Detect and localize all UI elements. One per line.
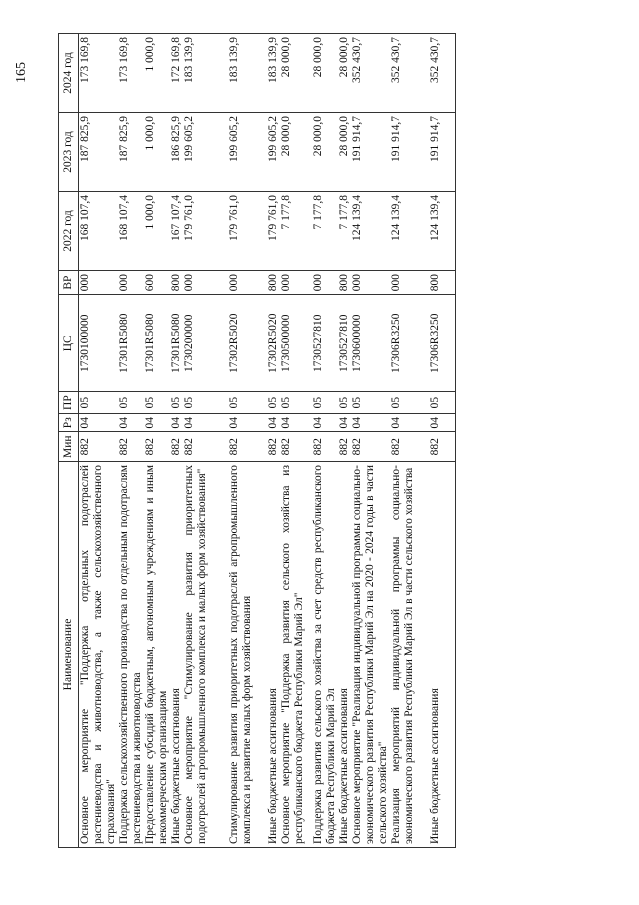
cell-min: 882 — [144, 432, 170, 462]
table-row — [183, 34, 228, 848]
cell-y2023: 28 000,0 — [280, 113, 312, 192]
cell-vr: 000 — [280, 271, 312, 295]
cell-pr: 05 — [312, 392, 338, 414]
cell-cs: 1730527810 — [312, 295, 338, 392]
page-number: 165 — [14, 62, 29, 83]
cell-y2024: 28 000,0 — [338, 34, 351, 113]
cell-min: 882 — [312, 432, 338, 462]
cell-min: 882 — [338, 432, 351, 462]
cell-pr: 05 — [280, 392, 312, 414]
cell-pr: 05 — [170, 392, 183, 414]
cell-min: 882 — [267, 432, 280, 462]
cell-vr: 000 — [118, 271, 144, 295]
cell-pr: 05 — [183, 392, 228, 414]
cell-y2022: 7 177,8 — [280, 192, 312, 271]
cell-min: 882 — [390, 432, 429, 462]
table-row — [351, 34, 390, 848]
cell-rz: 04 — [170, 413, 183, 432]
cell-rz: 04 — [280, 413, 312, 432]
cell-vr: 000 — [312, 271, 338, 295]
cell-name: Поддержка сельскохозяйственного производства по отдельным подотраслям растениеводства и животноводства — [118, 462, 144, 848]
table-row — [267, 34, 280, 848]
cell-pr: 05 — [144, 392, 170, 414]
cell-vr: 800 — [170, 271, 183, 295]
cell-pr: 05 — [228, 392, 267, 414]
cell-y2023: 187 825,9 — [79, 113, 119, 192]
cell-pr: 05 — [267, 392, 280, 414]
cell-rz: 04 — [338, 413, 351, 432]
cell-y2024: 1 000,0 — [144, 34, 170, 113]
cell-pr: 05 — [351, 392, 390, 414]
cell-cs: 17306R3250 — [429, 295, 455, 392]
cell-cs: 1730500000 — [280, 295, 312, 392]
cell-name: Предоставление субсидий бюджетным, автономным учреждениям и иным некоммерческим организациям — [144, 462, 170, 848]
header-pr: ПР — [59, 392, 79, 414]
cell-name: Основное мероприятие "Поддержка отдельных подотраслей растениеводства и животноводства, а также сельскохозяйственного страхования" — [79, 462, 119, 848]
cell-y2024: 173 169,8 — [79, 34, 119, 113]
cell-y2022: 179 761,0 — [183, 192, 228, 271]
cell-y2024: 183 139,9 — [228, 34, 267, 113]
cell-min: 882 — [183, 432, 228, 462]
cell-name: Основное мероприятие "Стимулирование развития приоритетных подотраслей агропромышленного комплекса и малых форм хозяйствования" — [183, 462, 228, 848]
cell-min: 882 — [118, 432, 144, 462]
cell-pr: 05 — [390, 392, 429, 414]
cell-cs: 17302R5020 — [228, 295, 267, 392]
table-row — [280, 34, 312, 848]
header-row — [59, 34, 79, 848]
cell-y2022: 124 139,4 — [351, 192, 390, 271]
cell-y2023: 28 000,0 — [338, 113, 351, 192]
table-row — [79, 34, 119, 848]
cell-cs: 1730100000 — [79, 295, 119, 392]
header-name: Наименование — [59, 462, 79, 848]
cell-y2024: 28 000,0 — [280, 34, 312, 113]
cell-cs: 17301R5080 — [144, 295, 170, 392]
header-2023: 2023 год — [59, 113, 79, 192]
cell-vr: 800 — [338, 271, 351, 295]
cell-cs: 17301R5080 — [118, 295, 144, 392]
cell-y2023: 199 605,2 — [183, 113, 228, 192]
cell-rz: 04 — [118, 413, 144, 432]
header-2022: 2022 год — [59, 192, 79, 271]
table-row — [170, 34, 183, 848]
cell-cs: 1730527810 — [338, 295, 351, 392]
cell-cs: 17302R5020 — [267, 295, 280, 392]
cell-name: Поддержка развития сельского хозяйства за счет средств республиканского бюджета Республики Марий Эл — [312, 462, 338, 848]
table-row — [312, 34, 338, 848]
cell-vr: 000 — [351, 271, 390, 295]
table-row — [118, 34, 144, 848]
cell-vr: 800 — [267, 271, 280, 295]
cell-y2022: 167 107,4 — [170, 192, 183, 271]
header-min: Мин — [59, 432, 79, 462]
cell-vr: 000 — [79, 271, 119, 295]
cell-y2022: 124 139,4 — [429, 192, 455, 271]
cell-y2024: 183 139,9 — [183, 34, 228, 113]
cell-vr: 000 — [228, 271, 267, 295]
cell-y2023: 1 000,0 — [144, 113, 170, 192]
cell-y2024: 352 430,7 — [390, 34, 429, 113]
cell-min: 882 — [429, 432, 455, 462]
cell-name: Реализация мероприятий индивидуальной программы социально-экономического развития Республики Марий Эл в части сельского хозяйства — [390, 462, 429, 848]
cell-pr: 05 — [118, 392, 144, 414]
cell-rz: 04 — [390, 413, 429, 432]
cell-vr: 800 — [429, 271, 455, 295]
cell-rz: 04 — [351, 413, 390, 432]
cell-rz: 04 — [267, 413, 280, 432]
cell-y2022: 7 177,8 — [312, 192, 338, 271]
cell-name: Иные бюджетные ассигнования — [267, 462, 280, 848]
header-vr: ВР — [59, 271, 79, 295]
cell-name: Иные бюджетные ассигнования — [338, 462, 351, 848]
cell-y2022: 1 000,0 — [144, 192, 170, 271]
cell-y2024: 183 139,9 — [267, 34, 280, 113]
cell-y2022: 179 761,0 — [228, 192, 267, 271]
cell-y2023: 28 000,0 — [312, 113, 338, 192]
cell-y2022: 7 177,8 — [338, 192, 351, 271]
cell-rz: 04 — [144, 413, 170, 432]
cell-y2022: 179 761,0 — [267, 192, 280, 271]
header-rz: Рз — [59, 413, 79, 432]
cell-y2022: 124 139,4 — [390, 192, 429, 271]
cell-name: Иные бюджетные ассигнования — [170, 462, 183, 848]
budget-table — [58, 33, 456, 848]
cell-min: 882 — [228, 432, 267, 462]
cell-y2023: 186 825,9 — [170, 113, 183, 192]
cell-min: 882 — [351, 432, 390, 462]
cell-rz: 04 — [79, 413, 119, 432]
cell-y2023: 187 825,9 — [118, 113, 144, 192]
cell-min: 882 — [79, 432, 119, 462]
cell-y2022: 168 107,4 — [118, 192, 144, 271]
cell-y2024: 352 430,7 — [351, 34, 390, 113]
cell-y2022: 168 107,4 — [79, 192, 119, 271]
table-row — [429, 34, 455, 848]
header-cs: ЦС — [59, 295, 79, 392]
table-row — [338, 34, 351, 848]
cell-pr: 05 — [338, 392, 351, 414]
cell-name: Основное мероприятие "Реализация индивидуальной программы социально-экономического развития Республики Марий Эл на 2020 - 2024 годы в части сельского хозяйства" — [351, 462, 390, 848]
cell-vr: 600 — [144, 271, 170, 295]
table-row — [228, 34, 267, 848]
cell-y2024: 28 000,0 — [312, 34, 338, 113]
cell-min: 882 — [170, 432, 183, 462]
cell-rz: 04 — [228, 413, 267, 432]
cell-name: Основное мероприятие "Поддержка развития сельского хозяйства из республиканского бюджета Республики Марий Эл" — [280, 462, 312, 848]
cell-vr: 000 — [183, 271, 228, 295]
cell-y2023: 199 605,2 — [228, 113, 267, 192]
cell-rz: 04 — [183, 413, 228, 432]
cell-y2024: 173 169,8 — [118, 34, 144, 113]
cell-cs: 17306R3250 — [390, 295, 429, 392]
cell-pr: 05 — [429, 392, 455, 414]
cell-rz: 04 — [429, 413, 455, 432]
cell-cs: 17301R5080 — [170, 295, 183, 392]
table-row — [390, 34, 429, 848]
cell-cs: 1730200000 — [183, 295, 228, 392]
cell-min: 882 — [280, 432, 312, 462]
cell-rz: 04 — [312, 413, 338, 432]
cell-y2024: 172 169,8 — [170, 34, 183, 113]
cell-y2023: 191 914,7 — [429, 113, 455, 192]
cell-y2024: 352 430,7 — [429, 34, 455, 113]
cell-y2023: 191 914,7 — [351, 113, 390, 192]
table-row — [144, 34, 170, 848]
cell-name: Иные бюджетные ассигнования — [429, 462, 455, 848]
header-2024: 2024 год — [59, 34, 79, 113]
cell-vr: 000 — [390, 271, 429, 295]
cell-pr: 05 — [79, 392, 119, 414]
cell-name: Стимулирование развития приоритетных подотраслей агропромышленного комплекса и развитие малых форм хозяйствования — [228, 462, 267, 848]
cell-y2023: 199 605,2 — [267, 113, 280, 192]
cell-cs: 1730600000 — [351, 295, 390, 392]
cell-y2023: 191 914,7 — [390, 113, 429, 192]
